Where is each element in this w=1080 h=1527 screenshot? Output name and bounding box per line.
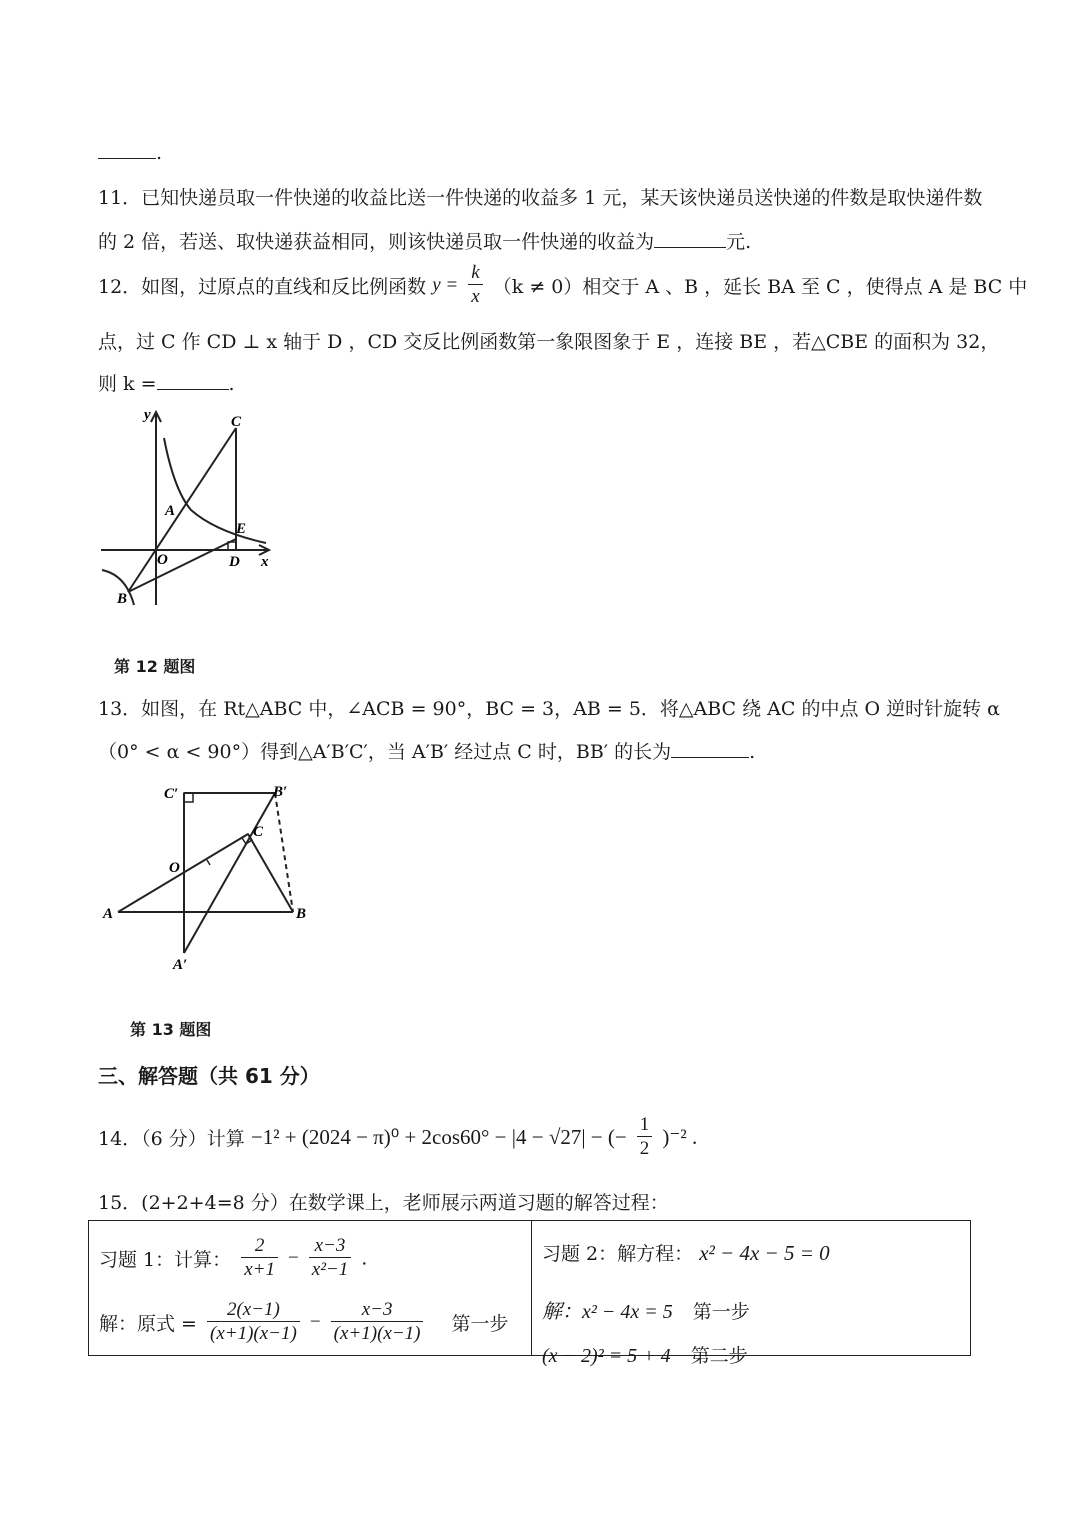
ex1-sol-label: 解：原式 =: [99, 1313, 197, 1335]
label-y: y: [144, 407, 151, 423]
ex1-f2-num: x−3: [309, 1235, 351, 1258]
label-c: C: [253, 824, 264, 840]
ex1-f4-num: x−3: [331, 1299, 424, 1322]
segment-bb1: [275, 793, 293, 912]
ex1-f3-num: 2(x−1): [207, 1299, 300, 1322]
ex1-frac-4: [331, 1299, 424, 1346]
tick-mark: [207, 860, 210, 865]
q14-frac-num: 1: [637, 1114, 653, 1137]
exercise-1-title: 习题 1：计算：: [99, 1249, 232, 1271]
line-be: [128, 539, 236, 592]
q12-caption: 第 12 题图: [114, 657, 196, 676]
ex1-f1-den: x+1: [244, 1259, 275, 1280]
exercise-1-title-row: [99, 1235, 367, 1282]
ex2-sol2: (x − 2)² = 5 + 4: [542, 1345, 671, 1367]
ex2-step1: 第一步: [692, 1301, 750, 1323]
ex2-sol1: 解：x² − 4x = 5: [542, 1301, 673, 1323]
q12-period: .: [228, 373, 235, 395]
q12-line3: [98, 369, 235, 396]
q12-answer-blank: [157, 371, 229, 390]
line-bc: [128, 428, 236, 592]
exercise-2-cell: [532, 1221, 971, 1367]
q12-line2: 点，过 C 作 CD ⊥ x 轴于 D ，CD 交反比例函数第一象限图象于 E ，连接 BE ，若△CBE 的面积为 32，: [98, 331, 1000, 353]
q12-frac-den: x: [471, 286, 480, 307]
hyperbola-q1: [164, 438, 266, 543]
q13-caption: 第 13 题图: [130, 1020, 212, 1039]
q12-line1: [98, 262, 1027, 309]
exercise-1-cell: [89, 1221, 532, 1356]
right-angle-c1: [184, 793, 193, 802]
q12-k: 则 k =: [98, 373, 157, 395]
q14-fraction: [637, 1114, 653, 1161]
label-b: B: [296, 906, 307, 922]
q13-text: （0° < α < 90°）得到△A′B′C′，当 A′B′ 经过点 C 时，BB′ 的长为: [98, 741, 672, 763]
exercise-2-title-row: [542, 1239, 830, 1266]
q12-fraction: [468, 262, 482, 309]
side-a1b1: [184, 793, 275, 953]
q13-answer-blank: [671, 739, 749, 758]
exercise-2-title: 习题 2：解方程：: [542, 1243, 694, 1265]
q12-frac-num: k: [468, 262, 482, 285]
q14-text: 14．（6 分）计算: [98, 1128, 245, 1150]
q13-period: .: [749, 741, 756, 763]
label-b1: B′: [273, 784, 288, 800]
q13-figure: [98, 778, 323, 978]
ex2-step2: 第二步: [690, 1345, 748, 1367]
section-title: 三、解答题（共 61 分）: [98, 1064, 320, 1088]
q11-line2: [98, 227, 751, 254]
ex1-f1-num: 2: [241, 1235, 278, 1258]
label-a1: A′: [173, 957, 188, 973]
q14-line: [98, 1114, 697, 1161]
q13-line1: 13．如图，在 Rt△ABC 中，∠ACB = 90°，BC = 3，AB = 5．将△ABC 绕 AC 的中点 O 逆时针旋转 α: [98, 698, 1001, 720]
ex1-minus-2: −: [309, 1311, 321, 1333]
q14-frac-den: 2: [639, 1138, 650, 1159]
q12-formula-lhs: y =: [432, 274, 459, 296]
q12-condition: （k ≠ 0）相交于 A 、B ，延长 BA 至 C ，使得点 A 是 BC 中: [492, 276, 1028, 298]
label-e: E: [236, 521, 247, 537]
ex1-end: .: [361, 1247, 368, 1270]
q11-line1: 11．已知快递员取一件快递的收益比送一件快递的收益多 1 元，某天该快递员送快递的件数是取快递件数: [98, 187, 983, 209]
exercise-2-step2-row: [542, 1341, 748, 1368]
q14-expression: −1² + (2024 − π)⁰ + 2cos60° − |4 − √27| − (−: [250, 1125, 627, 1149]
ex1-frac-1: [241, 1235, 278, 1282]
period: .: [156, 142, 163, 164]
ex1-f2-den: x²−1: [311, 1259, 349, 1280]
ex1-minus: −: [288, 1247, 299, 1269]
exercise-1-solution-row: [99, 1299, 509, 1346]
ex1-frac-3: [207, 1299, 300, 1346]
ex1-f3-den: (x+1)(x−1): [210, 1323, 297, 1344]
label-b: B: [117, 591, 128, 607]
ex1-f4-den: (x+1)(x−1): [333, 1323, 421, 1344]
label-a: A: [103, 906, 114, 922]
ex1-frac-2: [309, 1235, 351, 1282]
q13-line2: [98, 737, 755, 764]
q11-text: 的 2 倍，若送、取快递获益相同，则该快递员取一件快递的收益为: [98, 231, 655, 253]
ex2-equation: x² − 4x − 5 = 0: [699, 1241, 830, 1265]
q12-text: 12．如图，过原点的直线和反比例函数: [98, 276, 427, 298]
answer-blank: [98, 140, 156, 159]
label-c1: C′: [164, 786, 179, 802]
exercise-table: [88, 1220, 971, 1367]
q11-unit: 元.: [726, 231, 752, 253]
label-c: C: [231, 414, 242, 430]
side-cb: [248, 834, 293, 912]
label-o: O: [169, 860, 180, 876]
q11-answer-blank: [654, 229, 726, 248]
exercise-2-step1-row: [542, 1295, 750, 1324]
previous-answer-blank: [98, 140, 162, 164]
ex1-step: 第一步: [451, 1313, 509, 1335]
label-o: O: [157, 552, 168, 568]
label-d: D: [229, 554, 240, 570]
q15-intro: 15．(2+2+4=8 分）在数学课上，老师展示两道习题的解答过程：: [98, 1192, 669, 1214]
label-a: A: [165, 503, 176, 519]
label-x: x: [261, 554, 269, 570]
q12-figure: [96, 400, 286, 615]
q14-expression-end: )⁻² .: [662, 1125, 698, 1149]
